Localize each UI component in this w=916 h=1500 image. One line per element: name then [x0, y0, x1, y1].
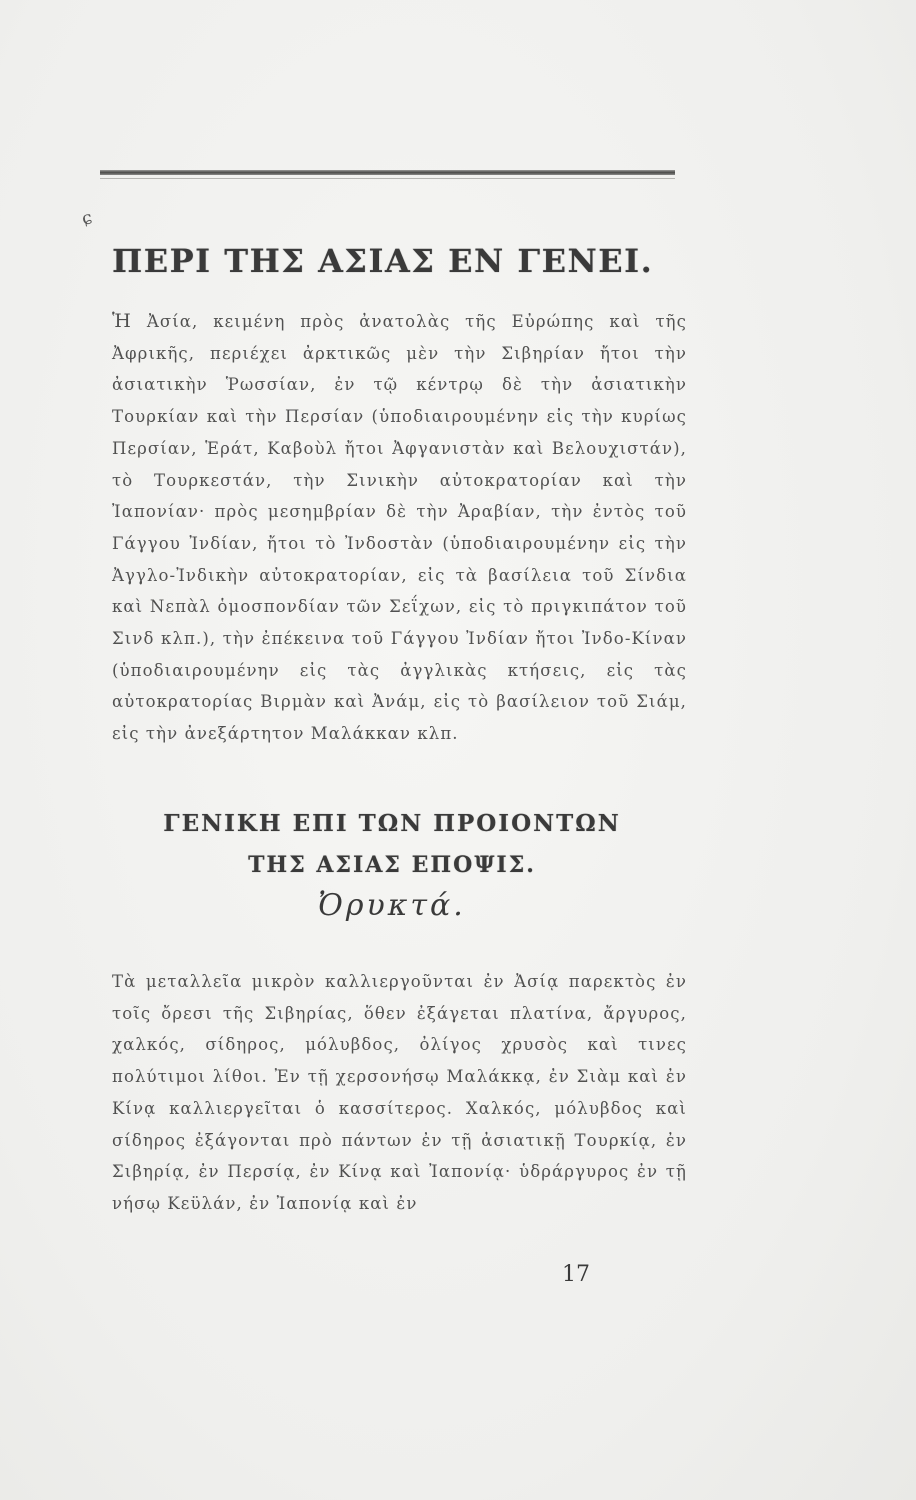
- section-title-line-2: ΤΗΣ ΑΣΙΑΣ ΕΠΟΨΙΣ.: [248, 852, 536, 878]
- chapter-title: ΠΕΡΙ ΤΗΣ ΑΣΙΑΣ ΕΝ ΓΕΝΕΙ.: [112, 242, 654, 280]
- minerals-paragraph: Τὰ μεταλλεῖα μικρὸν καλλιεργοῦνται ἐν Ἀσίᾳ παρεκτὸς ἐν τοῖς ὄρεσι τῆς Σιβηρίας, ὅθεν ἐξάγεται πλατίνα, ἄργυρος, χαλκός, σίδηρος, μόλυβδος, ὀλίγος χρυσὸς καὶ τινες πολύτιμοι λίθοι. Ἐν τῇ χερσονήσῳ Μαλάκκᾳ, ἐν Σιὰμ καὶ ἐν Κίνᾳ καλλιεργεῖται ὁ κασσίτερος. Χαλκός, μόλυβδος καὶ σίδηρος ἐξάγονται πρὸ πάντων ἐν τῇ ἀσιατικῇ Τουρκίᾳ, ἐν Σιβηρίᾳ, ἐν Περσίᾳ, ἐν Κίνᾳ καὶ Ἰαπονίᾳ· ὑδράργυρος ἐν τῇ νήσῳ Κεϋλάν, ἐν Ἰαπονίᾳ καὶ ἐν: [112, 972, 687, 1213]
- section-subtitle: Ὀρυκτά.: [318, 888, 466, 923]
- intro-paragraph: Ἡ Ἀσία, κειμένη πρὸς ἀνατολὰς τῆς Εὐρώπης καὶ τῆς Ἀφρικῆς, περιέχει ἀρκτικῶς μὲν τὴν Σιβηρίαν ἤτοι τὴν ἀσιατικὴν Ῥωσσίαν, ἐν τῷ κέντρῳ δὲ τὴν ἀσιατικὴν Τουρκίαν καὶ τὴν Περσίαν (ὑποδιαιρουμένην εἰς τὴν κυρίως Περσίαν, Ἑράτ, Καβοὺλ ἤτοι Ἀφγανιστὰν καὶ Βελουχιστάν), τὸ Τουρκεστάν, τὴν Σινικὴν αὐτοκρατορίαν καὶ τὴν Ἰαπονίαν· πρὸς μεσημβρίαν δὲ τὴν Ἀραβίαν, τὴν ἐντὸς τοῦ Γάγγου Ἰνδίαν, ἤτοι τὸ Ἰνδοστὰν (ὑποδιαιρουμένην εἰς τὴν Ἀγγλο-Ἰνδικὴν αὐτοκρατορίαν, εἰς τὰ βασίλεια τοῦ Σίνδια καὶ Νεπὰλ ὁμοσπονδίαν τῶν Σεΐχων, εἰς τὸ πριγκιπάτον τοῦ Σινδ κλπ.), τὴν ἐπέκεινα τοῦ Γάγγου Ἰνδίαν ἤτοι Ἰνδο-Κίναν (ὑποδιαιρουμένην εἰς τὰς ἀγγλικὰς κτήσεις, εἰς τὰς αὐτοκρατορίας Βιρμὰν καὶ Ἀνάμ, εἰς τὸ βασίλειον τοῦ Σιάμ, εἰς τὴν ἀνεξάρτητον Μαλάκκαν κλπ.: [112, 310, 687, 744]
- ink-mark: ɕ: [79, 207, 95, 230]
- header-rule: [100, 170, 675, 175]
- section-title-line-1: ΓΕΝΙΚΗ ΕΠΙ ΤΩΝ ΠΡΟΙΟΝΤΩΝ: [163, 810, 621, 837]
- page-number: 17: [562, 1262, 590, 1287]
